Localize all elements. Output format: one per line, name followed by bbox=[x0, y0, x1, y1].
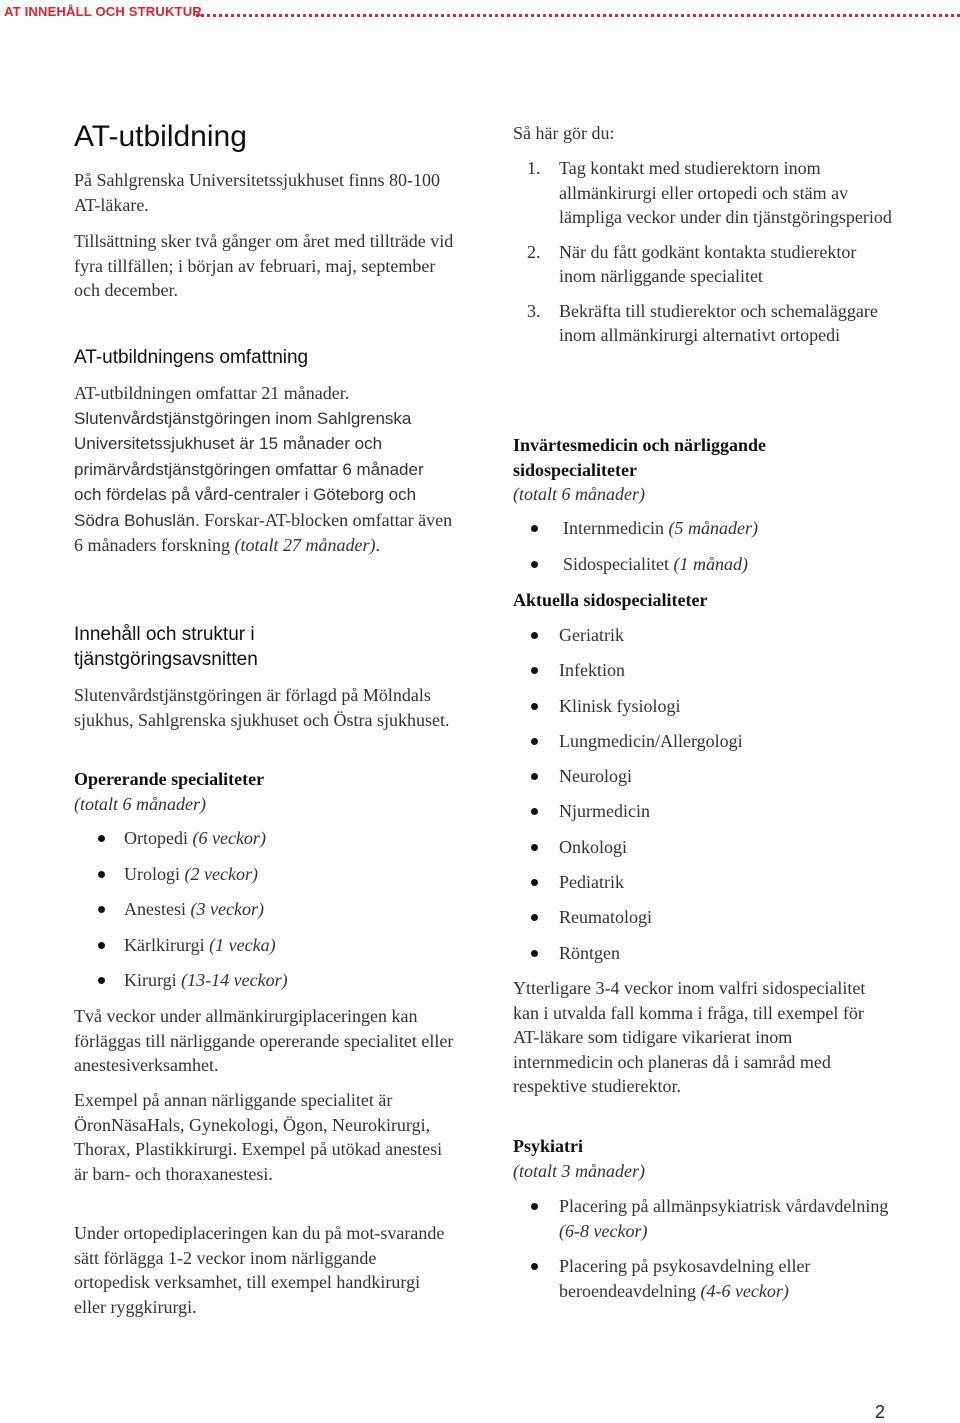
bullet-icon bbox=[531, 561, 538, 568]
list-item-duration: (13-14 veckor) bbox=[181, 970, 288, 990]
page-title: AT-utbildning bbox=[74, 120, 247, 153]
sluten-paragraph: Slutenvårdstjänstgöringen är förlagd på Mölndals sjukhus, Sahlgrenska sjukhuset och Östra sjukhuset. bbox=[74, 685, 450, 730]
recruitment-paragraph: Tillsättning sker två gånger om året med tillträde vid fyra tillfällen; i början av februari, maj, september och december. bbox=[74, 231, 454, 300]
tva-veckor-paragraph: Två veckor under allmänkirurgiplaceringen kan förläggas till närliggande opererande specialitet eller anestesiverksamhet. bbox=[74, 1006, 454, 1075]
list-item-name: Internmedicin bbox=[563, 518, 669, 538]
oper-duration: (totalt 6 månader) bbox=[74, 793, 206, 814]
bullet-icon bbox=[531, 703, 538, 710]
forskar-period: . bbox=[375, 535, 380, 555]
list-item-name: Sidospecialitet bbox=[563, 553, 674, 574]
list-item-name: Kirurgi bbox=[124, 970, 182, 990]
list-item-text: Röntgen bbox=[559, 942, 620, 963]
list-item bbox=[513, 941, 743, 976]
inv-title: Invärtesmedicin och närliggande sidospecialiteter bbox=[513, 435, 767, 480]
omfattning-paragraph bbox=[74, 381, 454, 558]
bullet-icon bbox=[531, 879, 538, 886]
oper-list bbox=[98, 826, 288, 1004]
step-item bbox=[513, 299, 893, 348]
bullet-icon bbox=[531, 914, 538, 921]
oper-title: Opererande specialiteter bbox=[74, 769, 265, 789]
list-item-duration: (2 veckor) bbox=[184, 863, 258, 884]
list-item-text bbox=[563, 554, 748, 574]
list-item-name: Placering på psykosavdelning eller beroendeavdelning bbox=[559, 1256, 811, 1301]
list-item-text bbox=[124, 970, 288, 990]
list-item-duration: (3 veckor) bbox=[190, 899, 264, 919]
list-item-duration: (1 vecka) bbox=[209, 934, 276, 955]
bullet-icon bbox=[531, 632, 538, 639]
psyk-heading bbox=[513, 1134, 883, 1183]
bullet-icon bbox=[531, 525, 538, 532]
header-dotted-rule bbox=[196, 14, 960, 17]
list-item bbox=[513, 905, 743, 940]
list-item-text: Onkologi bbox=[559, 836, 628, 857]
bullet-icon bbox=[531, 844, 538, 851]
step-text: När du fått godkänt kontakta studierektor inom närliggande specialitet bbox=[559, 241, 857, 286]
list-item-text bbox=[124, 828, 266, 848]
akt-title: Aktuella sidospecialiteter bbox=[513, 590, 708, 610]
list-item bbox=[98, 862, 288, 898]
psyk-duration: (totalt 3 månader) bbox=[513, 1160, 645, 1181]
list-item bbox=[513, 1254, 889, 1303]
step-number: 2. bbox=[527, 241, 541, 262]
list-item bbox=[98, 968, 288, 1004]
exempel-paragraph: Exempel på annan närliggande specialitet är ÖronNäsaHals, Gynekologi, Ögon, Neurokirurgi, Thorax, Plastikkirurgi. Exempel på utökad anestesi är barn- och thoraxanestesi. bbox=[74, 1090, 443, 1184]
sa-har-heading: Så här gör du: bbox=[513, 123, 615, 143]
list-item-duration: (6 veckor) bbox=[192, 828, 266, 848]
inv-list bbox=[513, 516, 758, 587]
list-item bbox=[98, 933, 288, 969]
step-item bbox=[513, 156, 893, 230]
list-item bbox=[513, 729, 743, 764]
list-item-text: Njurmedicin bbox=[559, 801, 650, 822]
list-item bbox=[513, 835, 743, 870]
page-number: 2 bbox=[875, 1402, 886, 1422]
step-item bbox=[513, 240, 893, 289]
bullet-icon bbox=[98, 871, 105, 878]
list-item-duration: (4-6 veckor) bbox=[700, 1280, 789, 1301]
bullet-icon bbox=[98, 977, 105, 984]
bullet-icon bbox=[531, 1203, 538, 1210]
ytterligare-paragraph: Ytterligare 3-4 veckor inom valfri sidospecialitet kan i utvalda fall komma i fråga, till exempel för AT-läkare som tidigare vikarierat inom internmedicin och planeras då i samråd med respektive studierektor. bbox=[513, 978, 866, 1096]
list-item bbox=[513, 623, 743, 658]
header-title: AT INNEHÅLL OCH STRUKTUR bbox=[4, 4, 202, 19]
list-item bbox=[513, 870, 743, 905]
list-item-text bbox=[124, 864, 258, 884]
list-item bbox=[513, 658, 743, 693]
list-item-text: Klinisk fysiologi bbox=[559, 695, 681, 716]
list-item bbox=[513, 799, 743, 834]
bullet-icon bbox=[531, 950, 538, 957]
akt-heading bbox=[513, 588, 883, 613]
steps-list bbox=[513, 156, 893, 358]
bullet-icon bbox=[531, 773, 538, 780]
list-item-duration: (1 månad) bbox=[673, 553, 748, 574]
step-number: 1. bbox=[527, 158, 541, 178]
list-item-text: Neurologi bbox=[559, 766, 632, 787]
list-item-text bbox=[124, 899, 264, 919]
inv-duration: (totalt 6 månader) bbox=[513, 484, 645, 504]
list-item bbox=[513, 552, 758, 588]
bullet-icon bbox=[531, 738, 538, 745]
step-number: 3. bbox=[527, 300, 541, 321]
ortopedi-paragraph: Under ortopediplaceringen kan du på mot-svarande sätt förlägga 1-2 veckor inom närliggande ortopedisk verksamhet, till exempel handkirurgi eller ryggkirurgi. bbox=[74, 1223, 445, 1317]
list-item-text: Pediatrik bbox=[559, 872, 624, 893]
inv-heading bbox=[513, 433, 883, 507]
list-item bbox=[513, 694, 743, 729]
forskar-text: Forskar-AT-blocken omfattar även 6 månaders forskning bbox=[74, 509, 453, 555]
list-item-name: Placering på allmänpsykiatrisk vårdavdelning bbox=[559, 1196, 889, 1216]
list-item bbox=[98, 826, 288, 862]
psyk-title: Psykiatri bbox=[513, 1136, 583, 1156]
list-item bbox=[98, 897, 288, 933]
bullet-icon bbox=[98, 906, 105, 913]
omfattning-details: Slutenvårdstjänstgöringen inom Sahlgrenska Universitetssjukhuset är 15 månader och primärvårdstjänstgöringen omfattar 6 månader och fördelas på vård-centraler i Göteborg och Södra Bohuslän. bbox=[74, 408, 424, 530]
list-item-text: Reumatologi bbox=[559, 907, 652, 928]
list-item-duration: (6-8 veckor) bbox=[559, 1220, 648, 1241]
forskar-total: (totalt 27 månader) bbox=[234, 535, 376, 555]
heading-omfattning: AT-utbildningens omfattning bbox=[74, 347, 309, 368]
list-item bbox=[513, 764, 743, 799]
list-item-name: Anestesi bbox=[124, 899, 191, 919]
step-text: Bekräfta till studierektor och schemaläggare inom allmänkirurgi alternativt ortopedi bbox=[559, 300, 878, 345]
intro-paragraph: På Sahlgrenska Universitetssjukhuset finns 80-100 AT-läkare. bbox=[74, 170, 440, 215]
bullet-icon bbox=[531, 808, 538, 815]
akt-list bbox=[513, 623, 743, 976]
list-item bbox=[513, 516, 758, 552]
psyk-list bbox=[513, 1194, 889, 1314]
step-text: Tag kontakt med studierektorn inom allmänkirurgi eller ortopedi och stäm av lämpliga veckor under din tjänstgöringsperiod bbox=[559, 158, 892, 227]
heading-innehall: Innehåll och struktur i tjänstgöringsavsnitten bbox=[74, 624, 258, 670]
list-item-name: Kärlkirurgi bbox=[124, 934, 210, 955]
list-item-text bbox=[563, 518, 758, 538]
oper-heading bbox=[74, 767, 454, 816]
omfattning-months: AT-utbildningen omfattar 21 månader. bbox=[74, 383, 350, 403]
bullet-icon bbox=[531, 667, 538, 674]
list-item-text: Infektion bbox=[559, 660, 625, 681]
bullet-icon bbox=[531, 1263, 538, 1270]
list-item-duration: (5 månader) bbox=[668, 518, 758, 538]
list-item-name: Ortopedi bbox=[124, 828, 193, 848]
list-item-name: Urologi bbox=[124, 863, 185, 884]
running-header bbox=[0, 0, 960, 30]
list-item bbox=[513, 1194, 889, 1243]
list-item-text bbox=[124, 935, 276, 955]
bullet-icon bbox=[98, 835, 105, 842]
list-item-text: Geriatrik bbox=[559, 625, 624, 645]
bullet-icon bbox=[98, 942, 105, 949]
list-item-text: Lungmedicin/Allergologi bbox=[559, 730, 743, 751]
